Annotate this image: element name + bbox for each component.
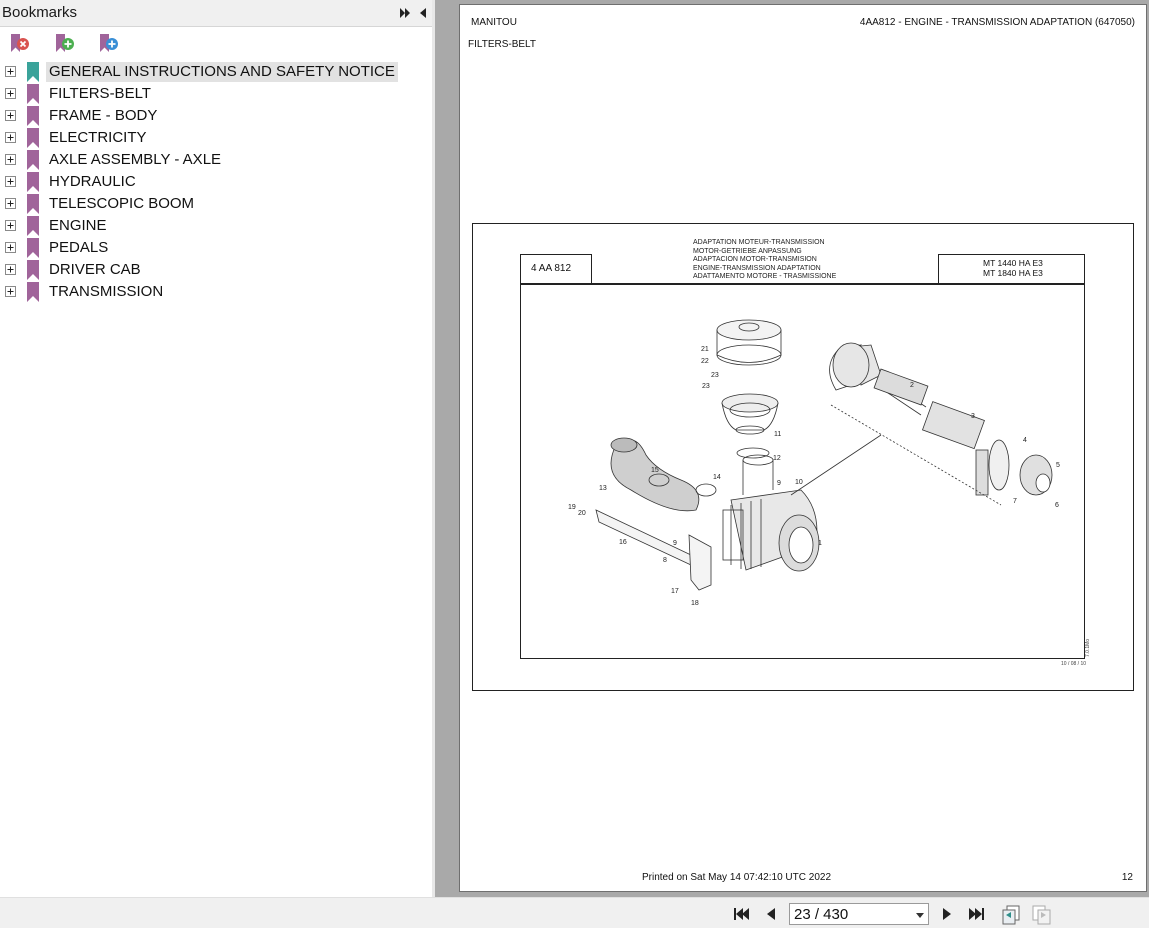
bookmark-label: GENERAL INSTRUCTIONS AND SAFETY NOTICE	[46, 62, 398, 82]
bookmarks-panel	[0, 0, 432, 897]
bookmark-item[interactable]	[0, 83, 420, 105]
bookmark-flag-icon	[26, 260, 40, 280]
bookmark-label: ELECTRICITY	[49, 129, 147, 146]
callout: 15	[651, 467, 659, 474]
bookmark-flag-icon	[26, 106, 40, 126]
bookmarks-header	[0, 0, 432, 27]
expand-plus-icon[interactable]	[5, 176, 16, 187]
bookmark-flag-icon	[26, 216, 40, 236]
callout: 11	[774, 431, 782, 438]
drawing-side-note: 7.0.1Mo	[1085, 638, 1091, 657]
collapse-panel-icon[interactable]	[415, 5, 431, 21]
bookmark-flag-icon	[26, 238, 40, 258]
next-page-icon[interactable]	[938, 905, 956, 923]
drawing-title-en: ENGINE-TRANSMISSION ADAPTATION	[693, 264, 821, 272]
callout: 7	[1013, 498, 1017, 505]
callout: 8	[663, 557, 667, 564]
drawing-models-cell	[938, 254, 1085, 284]
expand-plus-icon[interactable]	[5, 110, 16, 121]
expand-plus-icon[interactable]	[5, 220, 16, 231]
expand-plus-icon[interactable]	[5, 242, 16, 253]
expand-plus-icon[interactable]	[5, 132, 16, 143]
drawing-title-fr: ADAPTATION MOTEUR-TRANSMISSION	[693, 239, 825, 246]
drawing-date-code: 10 / 08 / 10	[1061, 661, 1087, 667]
drawing-title-it: ADATTAMENTO MOTORE - TRASMISSIONE	[693, 273, 837, 280]
bookmark-flag-icon	[26, 282, 40, 302]
bookmark-item[interactable]	[0, 281, 420, 303]
expand-plus-icon[interactable]	[5, 88, 16, 99]
bookmark-item[interactable]	[0, 259, 420, 281]
bookmark-label: FRAME - BODY	[49, 107, 158, 124]
callout: 4	[1023, 437, 1027, 444]
last-page-icon[interactable]	[968, 905, 986, 923]
callout: 13	[599, 485, 607, 492]
callout: 23	[702, 383, 710, 390]
page-number: 12	[1121, 872, 1133, 883]
drawing-model: MT 1440 HA E3	[983, 258, 1043, 268]
bookmark-flag-icon	[26, 172, 40, 192]
drawing-title-es: ADAPTACION MOTOR-TRANSMISION	[693, 256, 817, 263]
page-number-input[interactable]: 23 / 430	[794, 906, 849, 923]
callout: 3	[971, 413, 975, 420]
callout: 6	[1055, 502, 1059, 509]
bookmarks-toolbar	[0, 28, 432, 58]
bookmark-add-icon[interactable]	[52, 31, 76, 55]
pdf-page	[459, 4, 1147, 892]
bookmark-delete-icon[interactable]	[7, 31, 31, 55]
parts-drawing-area	[520, 283, 1091, 667]
drawing-ref: 4 AA 812	[531, 263, 572, 274]
drawing-ref-cell	[520, 254, 592, 284]
drawing-model: MT 1840 HA E3	[983, 267, 1043, 278]
expand-plus-icon[interactable]	[5, 66, 16, 77]
callout: 2	[910, 382, 914, 389]
bookmark-item[interactable]	[0, 105, 420, 127]
forward-view-icon[interactable]	[1031, 903, 1053, 925]
callout: 9	[673, 540, 677, 547]
bookmark-label: PEDALS	[49, 239, 109, 256]
callout: 17	[671, 588, 679, 595]
first-page-icon[interactable]	[732, 905, 750, 923]
bookmark-item[interactable]	[0, 237, 420, 259]
drawing-title-de: MOTOR-GETRIEBE ANPASSUNG	[693, 247, 802, 255]
bookmark-item[interactable]	[0, 127, 420, 149]
callout: 12	[773, 455, 781, 462]
bookmark-flag-icon	[26, 128, 40, 148]
bookmark-item[interactable]	[0, 149, 420, 171]
callout: 10	[795, 479, 803, 486]
bookmark-flag-icon	[26, 84, 40, 104]
bookmark-label: AXLE ASSEMBLY - AXLE	[49, 151, 222, 168]
parts-drawing-frame	[472, 223, 1134, 691]
expand-panel-icon[interactable]	[397, 5, 413, 21]
navigation-bar	[0, 897, 1149, 928]
bookmark-label: FILTERS-BELT	[49, 85, 151, 102]
bookmark-item[interactable]	[0, 171, 420, 193]
bookmark-add-child-icon[interactable]	[96, 31, 120, 55]
callout: 9	[777, 480, 781, 487]
page-number-combo[interactable]	[789, 903, 929, 925]
callout: 21	[701, 346, 709, 353]
document-view[interactable]	[435, 0, 1149, 897]
callout: 5	[1056, 462, 1060, 469]
expand-plus-icon[interactable]	[5, 286, 16, 297]
callout: 19	[568, 504, 576, 511]
exploded-air-filter-diagram	[521, 285, 1091, 667]
callout: 20	[578, 510, 586, 517]
bookmark-label: TRANSMISSION	[49, 283, 164, 300]
callout: 22	[701, 358, 709, 365]
callout: 1	[818, 540, 822, 547]
callout: 23	[711, 372, 719, 379]
bookmark-flag-icon	[26, 62, 40, 82]
bookmark-item[interactable]	[0, 61, 420, 83]
chevron-down-icon[interactable]	[915, 910, 925, 920]
bookmark-label: TELESCOPIC BOOM	[49, 195, 195, 212]
prev-page-icon[interactable]	[762, 905, 780, 923]
expand-plus-icon[interactable]	[5, 264, 16, 275]
expand-plus-icon[interactable]	[5, 154, 16, 165]
page-header-right: 4AA812 - ENGINE - TRANSMISSION ADAPTATION (647050)	[859, 17, 1135, 28]
expand-plus-icon[interactable]	[5, 198, 16, 209]
page-header-left: MANITOU	[471, 17, 517, 28]
bookmark-item[interactable]	[0, 215, 420, 237]
section-title: FILTERS-BELT	[468, 39, 536, 50]
callout: 16	[619, 539, 627, 546]
callout: 18	[691, 600, 699, 607]
bookmark-item[interactable]	[0, 193, 420, 215]
callout: 14	[713, 474, 721, 481]
printed-on-footer: Printed on Sat May 14 07:42:10 UTC 2022	[642, 872, 832, 883]
back-view-icon[interactable]	[999, 903, 1021, 925]
bookmark-flag-icon	[26, 194, 40, 214]
bookmark-label: HYDRAULIC	[49, 173, 136, 190]
bookmarks-title: Bookmarks	[2, 4, 78, 21]
bookmark-label: ENGINE	[49, 217, 107, 234]
bookmark-label: DRIVER CAB	[49, 261, 141, 278]
bookmark-flag-icon	[26, 150, 40, 170]
